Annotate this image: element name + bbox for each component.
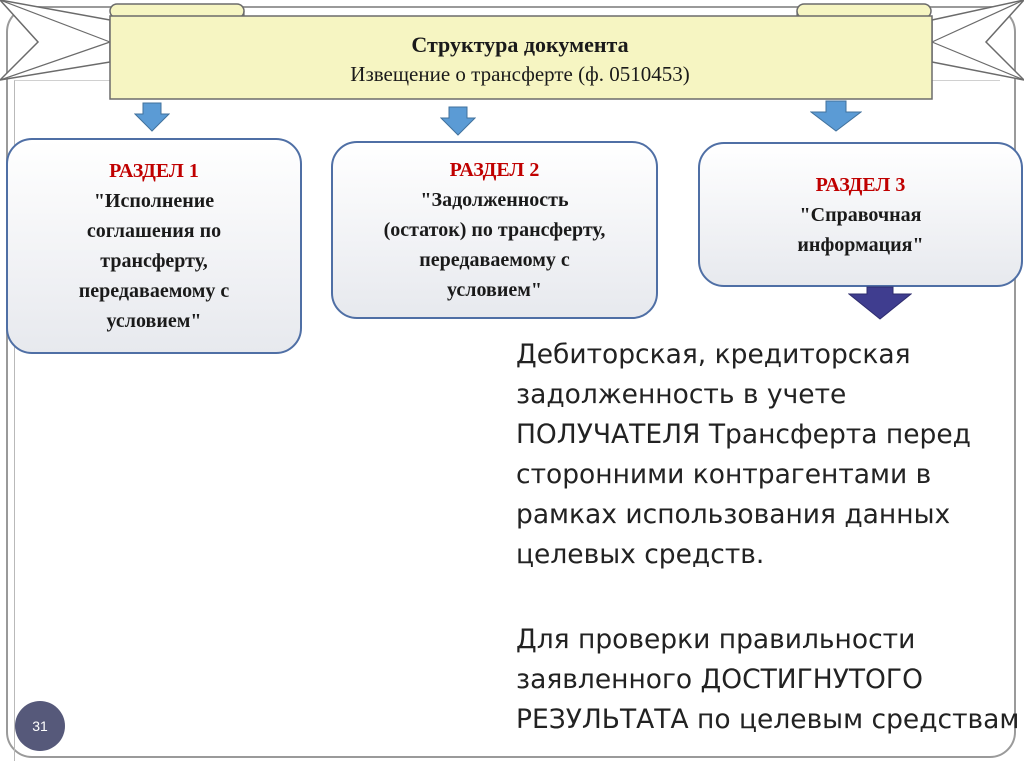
section-3-box — [698, 142, 1023, 287]
section-3-line: информация" — [797, 233, 924, 256]
description-paragraph-1 — [516, 335, 1024, 575]
section-1-line: соглашения по — [86, 220, 222, 242]
section-1-box — [6, 138, 302, 354]
description-line: РЕЗУЛЬТАТА по целевым средствам — [516, 704, 1020, 735]
description-line: заявленного ДОСТИГНУТОГО — [516, 664, 923, 695]
section-1-line: "Исполнение — [93, 190, 215, 212]
section-1-line: передаваемому с — [78, 280, 230, 302]
section-2-line: "Задолженность — [420, 189, 569, 211]
down-arrow-icon — [810, 100, 862, 132]
section-3-label: РАЗДЕЛ 3 — [815, 173, 906, 196]
description-paragraph-2 — [516, 620, 1024, 740]
section-1-line: трансферту, — [100, 250, 208, 272]
page-number-badge: 31 — [15, 701, 65, 751]
description-line: сторонними контрагентами в — [516, 459, 932, 490]
section-3-line: "Справочная — [799, 203, 922, 226]
section-2-line: передаваемому с — [419, 249, 570, 271]
down-arrow-icon — [440, 106, 476, 136]
down-arrow-dark-icon — [848, 286, 912, 320]
description-line: Дебиторская, кредиторская — [516, 339, 911, 370]
section-1-label: РАЗДЕЛ 1 — [109, 160, 199, 182]
description-line: целевых средств. — [516, 539, 765, 570]
description-line: ПОЛУЧАТЕЛЯ Трансферта перед — [516, 419, 971, 450]
section-2-box — [331, 141, 658, 319]
section-2-line: условием" — [447, 279, 542, 301]
description-line: Для проверки правильности — [516, 624, 916, 655]
description-line: задолженность в учете — [516, 379, 847, 410]
form-subtitle: Извещение о трансферте (ф. 0510453) — [350, 62, 690, 86]
down-arrow-icon — [134, 102, 170, 132]
document-structure-title: Структура документа — [411, 32, 629, 57]
section-2-line: (остаток) по трансферту, — [383, 219, 606, 241]
section-2-label: РАЗДЕЛ 2 — [449, 159, 540, 181]
description-line: рамках использования данных — [516, 499, 951, 530]
section-1-line: условием" — [106, 310, 202, 332]
